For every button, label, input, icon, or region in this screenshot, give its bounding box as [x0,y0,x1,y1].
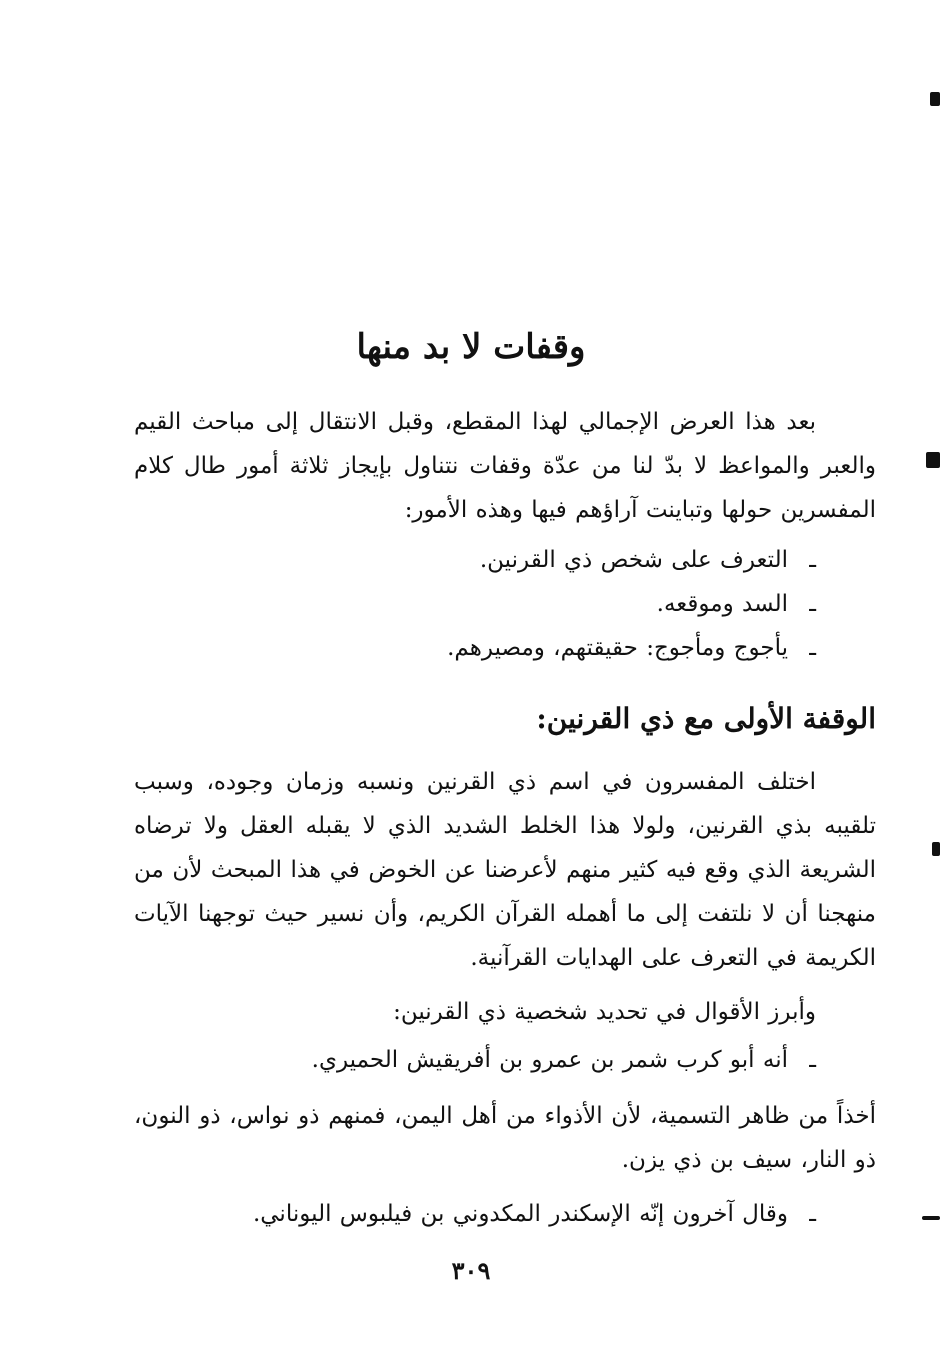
bullet-dash: ـ [809,635,816,661]
bullet-dash: ـ [809,547,816,573]
topic-text: السد وموقعه. [656,591,788,617]
page-number: ٣٠٩ [451,1256,491,1285]
opinion-text: أنه أبو كرب شمر بن عمرو بن أفريقيش الحميري. [311,1047,788,1073]
scan-edge-mark [932,842,940,856]
opinion-2-item [134,1192,876,1236]
list-item [134,1192,876,1236]
list-item [134,1038,876,1082]
topic-text: التعرف على شخص ذي القرنين. [479,547,788,573]
list-item [134,626,876,670]
topic-text: يأجوج ومأجوج: حقيقتهم، ومصيرهم. [447,635,788,661]
section-heading: الوقفة الأولى مع ذي القرنين: [536,702,876,735]
scan-edge-mark [930,92,940,106]
section-paragraph [134,760,876,980]
opinions-intro-text: وأبرز الأقوال في تحديد شخصية ذي القرنين: [393,999,816,1025]
opinion-note-text: أخذاً من ظاهر التسمية، لأن الأذواء من أهل اليمن، فمنهم ذو نواس، ذو النون، ذو النار، سيف بن ذي يزن. [134,1103,876,1173]
list-item [134,582,876,626]
intro-text: بعد هذا العرض الإجمالي لهذا المقطع، وقبل الانتقال إلى مباحث القيم والعبر والمواعظ لا بدّ لنا من عدّة وقفات نتناول بإيجاز ثلاثة أمور طال كلام المفسرين حولها وتباينت آراؤهم فيها وهذه الأمور: [134,409,876,523]
bullet-dash: ـ [809,1047,816,1073]
bullet-dash: ـ [809,591,816,617]
opinion-1-item [134,1038,876,1082]
intro-paragraph [134,400,876,532]
opinion-text: وقال آخرون إنّه الإسكندر المكدوني بن فيلبوس اليوناني. [252,1201,788,1227]
topics-list [134,538,876,670]
section-text: اختلف المفسرون في اسم ذي القرنين ونسبه وزمان وجوده، وسبب تلقيبه بذي القرنين، ولولا هذا الخلط الشديد الذي لا يقبله العقل ولا ترضاه الشريعة الذي وقع فيه كثير منهم لأعرضنا عن الخوض في هذا المبحث لأن من منهجنا أن لا نلتفت إلى ما أهمله القرآن الكريم، وأن نسير حيث توجهنا الآيات الكريمة في التعرف على الهدايات القرآنية. [134,769,876,971]
opinions-intro-paragraph [134,990,876,1034]
opinion-1-note [134,1094,876,1182]
scan-edge-mark [926,452,940,468]
list-item [134,538,876,582]
bullet-dash: ـ [809,1201,816,1227]
page-title: وقفات لا بد منها [356,327,586,367]
scan-edge-mark [922,1216,940,1220]
